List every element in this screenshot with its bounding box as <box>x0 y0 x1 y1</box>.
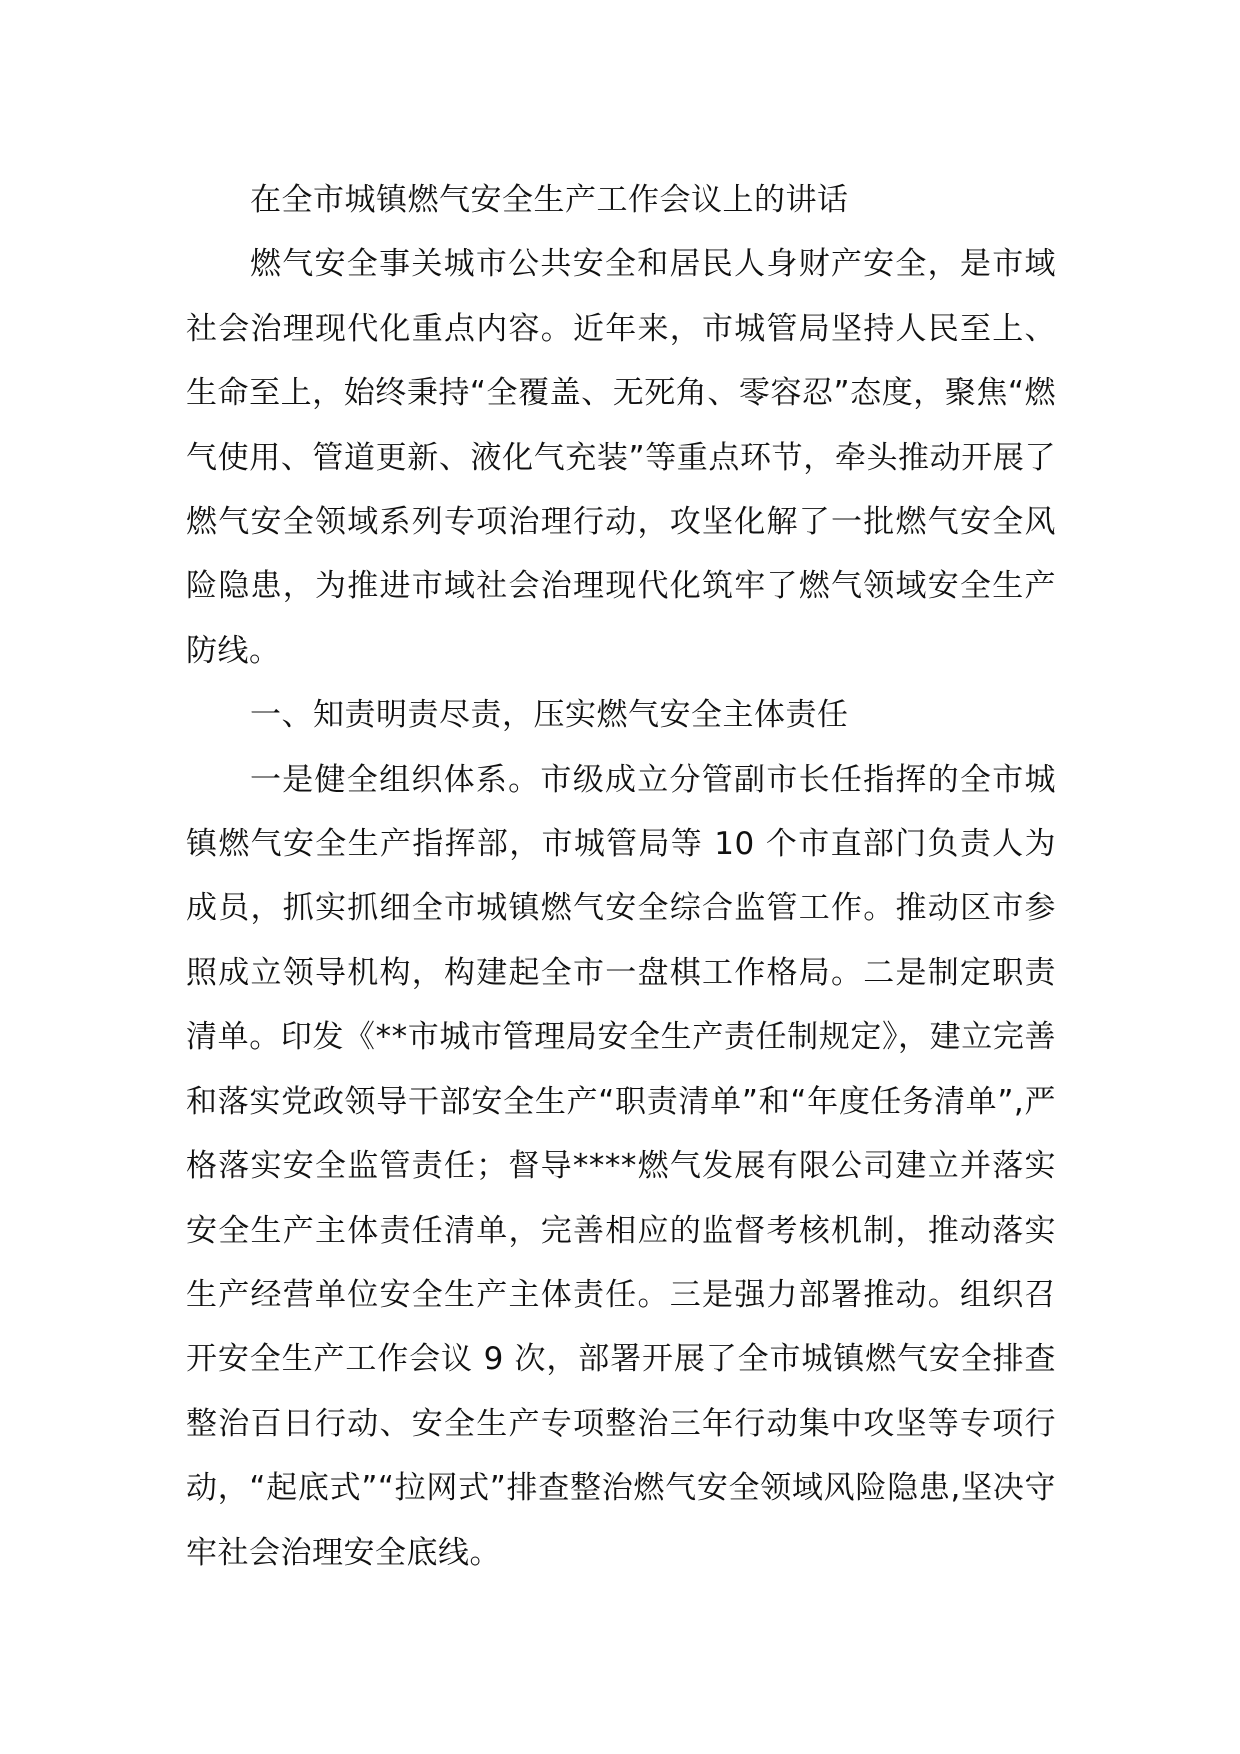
section-paragraph: 一是健全组织体系。市级成立分管副市长任指挥的全市城镇燃气安全生产指挥部，市城管局等 10 个市直部门负责人为成员，抓实抓细全市城镇燃气安全综合监管工作。推动区市参照成立领导机构，构建起全市一盘棋工作格局。二是制定职责清单。印发《**市城市管理局安全生产责任制规定》，建立完善和落实党政领导干部安全生产“职责清单”和“年度任务清单”,严格落实安全监管责任；督导****燃气发展有限公司建立并落实安全生产主体责任清单，完善相应的监督考核机制，推动落实生产经营单位安全生产主体责任。三是强力部署推动。组织召开安全生产工作会议 9 次，部署开展了全市城镇燃气安全排查整治百日行动、安全生产专项整治三年行动集中攻坚等专项行动，“起底式”“拉网式”排查整治燃气安全领域风险隐患,坚决守牢社会治理安全底线。 <box>186 761 1056 1571</box>
document-title: 在全市城镇燃气安全生产工作会议上的讲话 <box>250 182 849 218</box>
section-heading: 一、知责明责尽责，压实燃气安全主体责任 <box>250 697 849 734</box>
intro-paragraph: 燃气安全事关城市公共安全和居民人身财产安全，是市域社会治理现代化重点内容。近年来，市城管局坚持人民至上、生命至上，始终秉持“全覆盖、无死角、零容忍”态度，聚焦“燃气使用、管道更新、液化气充装”等重点环节，牵头推动开展了燃气安全领域系列专项治理行动，攻坚化解了一批燃气安全风险隐患，为推进市域社会治理现代化筑牢了燃气领域安全生产防线。 <box>186 246 1056 669</box>
document-body <box>186 168 1056 1585</box>
